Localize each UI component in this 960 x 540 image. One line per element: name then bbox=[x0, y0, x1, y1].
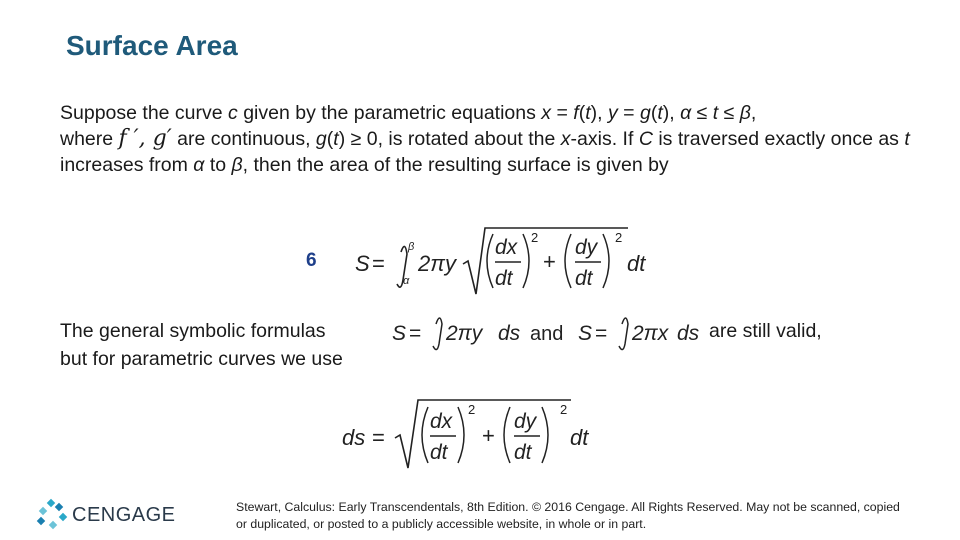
dy: dy bbox=[514, 410, 537, 433]
dy: dy bbox=[575, 236, 598, 259]
plus-sign: + bbox=[543, 249, 556, 274]
var-f: f bbox=[573, 102, 579, 124]
var-alpha: α bbox=[193, 154, 205, 176]
exponent-2: 2 bbox=[615, 230, 623, 245]
equals-sign: = bbox=[595, 322, 608, 345]
text: increases from bbox=[60, 154, 194, 176]
parametric-text: but for parametric curves we use bbox=[60, 348, 343, 370]
symbol-S: S bbox=[355, 251, 370, 276]
var-y: y bbox=[607, 102, 618, 124]
integral-sign bbox=[619, 318, 628, 350]
var-t: t bbox=[904, 128, 910, 150]
text: , bbox=[750, 102, 757, 124]
arc-length-formula bbox=[338, 392, 608, 476]
equation-number: 6 bbox=[306, 250, 317, 271]
paren-left bbox=[504, 407, 510, 463]
paren-left bbox=[487, 234, 493, 288]
text: , then the area of the resulting surface is given by bbox=[242, 154, 669, 176]
exponent-2: 2 bbox=[560, 402, 568, 417]
paren-right bbox=[603, 234, 609, 288]
dt: dt bbox=[495, 267, 513, 290]
integral-sign bbox=[433, 318, 442, 350]
text: = bbox=[551, 102, 574, 124]
text: ), bbox=[662, 102, 681, 124]
exponent-2: 2 bbox=[531, 230, 539, 245]
ds: ds bbox=[498, 322, 521, 345]
dt-differential: dt bbox=[570, 425, 589, 450]
text: ( bbox=[650, 102, 658, 124]
var-t: t bbox=[333, 128, 339, 150]
two-pi-x: 2πx bbox=[632, 322, 669, 345]
dx: dx bbox=[430, 410, 453, 433]
var-x: x bbox=[560, 128, 571, 150]
text: = bbox=[617, 102, 640, 124]
general-formulas-text: The general symbolic formulas bbox=[60, 320, 326, 342]
var-C: C bbox=[638, 128, 653, 150]
symbol-S: S bbox=[578, 322, 593, 345]
lower-limit-alpha: α bbox=[403, 275, 410, 287]
equals-sign: = bbox=[372, 425, 385, 450]
copyright-footer: Stewart, Calculus: Early Transcendentals, 8th Edition. © 2016 Cengage. All Rights Reserved. May not be scanned, copied or duplicated, or posted to a publicly accessible website, in whole or in part. bbox=[236, 500, 900, 531]
dt: dt bbox=[430, 441, 448, 464]
text: to bbox=[204, 154, 232, 176]
var-beta: β bbox=[231, 154, 243, 176]
dt-differential: dt bbox=[627, 251, 646, 276]
text: is traversed exactly once as bbox=[652, 128, 905, 150]
derivatives-f-g: f ′, g′ bbox=[118, 126, 172, 151]
two-pi-y: 2πy bbox=[446, 322, 483, 345]
text: given by the parametric equations bbox=[237, 102, 542, 124]
plus-sign: + bbox=[482, 423, 495, 448]
var-g: g bbox=[639, 102, 651, 124]
symbol-S: S bbox=[392, 322, 407, 345]
cengage-logo bbox=[36, 498, 176, 532]
paren-right bbox=[458, 407, 464, 463]
text: where bbox=[60, 128, 119, 150]
var-g: g bbox=[315, 128, 327, 150]
surface-area-formula bbox=[345, 222, 665, 302]
var-c: c bbox=[228, 102, 238, 124]
equals-sign: = bbox=[372, 251, 385, 276]
paren-right bbox=[542, 407, 548, 463]
cengage-mark-icon bbox=[36, 498, 70, 532]
equals-sign: = bbox=[409, 322, 422, 345]
var-x: x bbox=[541, 102, 552, 124]
upper-limit-beta: β bbox=[408, 241, 415, 253]
text: -axis. If bbox=[570, 128, 639, 150]
dt: dt bbox=[514, 441, 532, 464]
text: ( bbox=[326, 128, 334, 150]
ds: ds bbox=[342, 425, 366, 450]
still-valid-text: are still valid, bbox=[709, 320, 822, 342]
text: Suppose the curve bbox=[60, 102, 229, 124]
param-range: α ≤ t ≤ β bbox=[680, 102, 751, 124]
text: are continuous, bbox=[171, 128, 316, 150]
paren-right bbox=[523, 234, 529, 288]
cengage-wordmark: CENGAGE bbox=[72, 504, 176, 526]
and-word: and bbox=[530, 323, 564, 345]
general-formulas bbox=[392, 312, 712, 352]
paren-left bbox=[422, 407, 428, 463]
text: ) ≥ 0, is rotated about the bbox=[338, 128, 561, 150]
text: ( bbox=[578, 102, 586, 124]
var-t: t bbox=[657, 102, 663, 124]
slide-title: Surface Area bbox=[66, 30, 238, 61]
ds: ds bbox=[677, 322, 700, 345]
dx: dx bbox=[495, 236, 518, 259]
intro-paragraph bbox=[60, 100, 940, 178]
dt: dt bbox=[575, 267, 593, 290]
paren-left bbox=[565, 234, 571, 288]
exponent-2: 2 bbox=[468, 402, 476, 417]
text: ), bbox=[590, 102, 608, 124]
two-pi-y: 2πy bbox=[418, 251, 456, 276]
var-t: t bbox=[585, 102, 591, 124]
